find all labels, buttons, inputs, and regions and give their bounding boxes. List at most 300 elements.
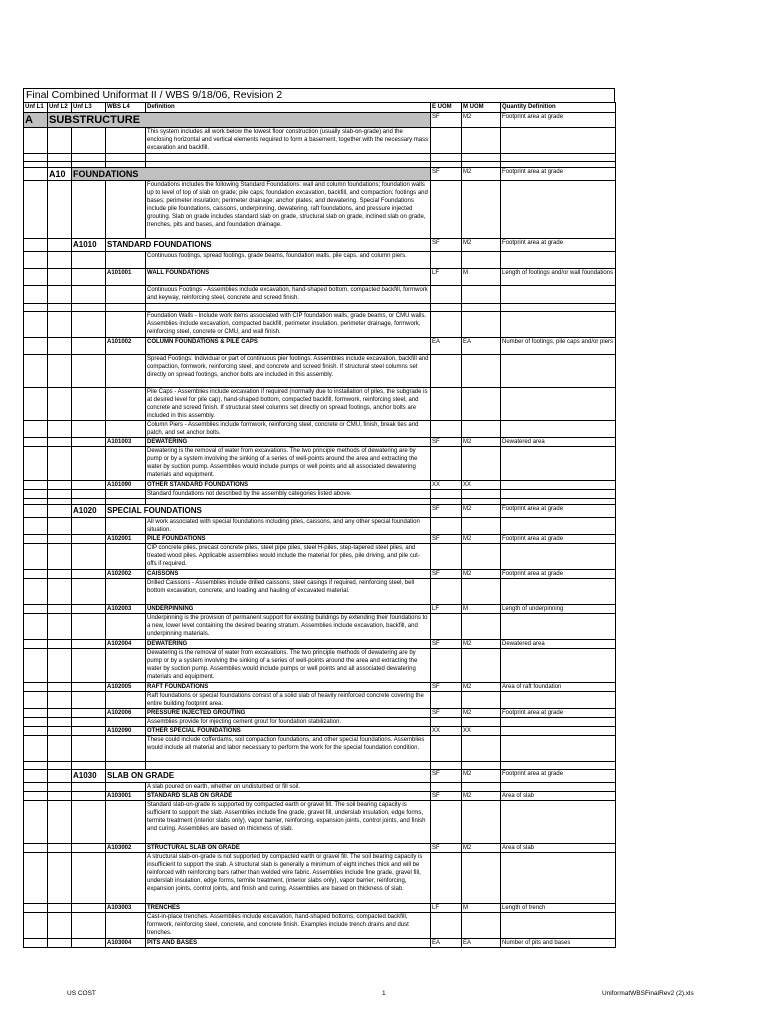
empty-cell: [48, 718, 72, 727]
wbs-l4-code: A102090: [106, 727, 146, 736]
empty-cell: [24, 304, 48, 312]
m-uom: XX: [462, 481, 501, 490]
quantity-definition: Area of slab: [501, 792, 616, 801]
empty-cell: [24, 252, 48, 269]
empty-cell: [24, 505, 48, 518]
m-uom: M: [462, 904, 501, 913]
empty-cell: [48, 518, 72, 535]
wbs-l4-row: [24, 683, 616, 692]
empty-cell: [501, 736, 616, 762]
blank-row: [24, 762, 616, 770]
m-uom: M2: [462, 535, 501, 544]
empty-cell: [24, 614, 48, 640]
empty-cell: [48, 438, 72, 447]
empty-cell: [501, 518, 616, 535]
wbs-l4-title: OTHER SPECIAL FOUNDATIONS: [146, 727, 431, 736]
empty-cell: [72, 727, 106, 736]
empty-cell: [106, 490, 146, 499]
empty-cell: [462, 692, 501, 709]
col-header: E UOM: [431, 103, 462, 113]
empty-cell: [501, 801, 616, 844]
definition-row: [24, 579, 616, 605]
level2-title: FOUNDATIONS: [72, 168, 431, 181]
empty-cell: [462, 421, 501, 438]
empty-cell: [431, 490, 462, 499]
empty-cell: [24, 312, 48, 338]
wbs-l4-row: [24, 338, 616, 355]
empty-cell: [106, 252, 146, 269]
m-uom: M2: [462, 844, 501, 853]
wbs-l4-code: A102003: [106, 605, 146, 614]
empty-cell: [72, 286, 106, 304]
empty-cell: [24, 154, 48, 162]
wbs-l4-row: [24, 605, 616, 614]
empty-cell: [48, 853, 72, 904]
empty-cell: [72, 518, 106, 535]
definition-text: Drilled Caissons - Assemblies include drilled caissons, steel casings if required, reinforcing steel, bell bottom excavation, concrete, and loading and hauling of excavated material.: [146, 579, 431, 605]
wbs-l4-code: A102006: [106, 709, 146, 718]
empty-cell: [72, 304, 106, 312]
empty-cell: [501, 783, 616, 792]
wbs-l4-code: A102005: [106, 683, 146, 692]
quantity-definition: Dewatered area: [501, 438, 616, 447]
col-header: Unf L1: [24, 103, 48, 113]
empty-cell: [106, 304, 146, 312]
empty-cell: [72, 904, 106, 913]
empty-cell: [462, 355, 501, 388]
definition-row: [24, 544, 616, 570]
m-uom: M2: [462, 438, 501, 447]
empty-cell: [462, 490, 501, 499]
wbs-l4-code: A102002: [106, 570, 146, 579]
m-uom: M2: [462, 113, 501, 128]
quantity-definition: Area of raft foundation: [501, 683, 616, 692]
wbs-l4-code: A103001: [106, 792, 146, 801]
wbs-l4-title: RAFT FOUNDATIONS: [146, 683, 431, 692]
empty-cell: [431, 128, 462, 154]
empty-cell: [24, 355, 48, 388]
definition-row: [24, 649, 616, 683]
empty-cell: [24, 709, 48, 718]
empty-cell: [72, 154, 106, 162]
col-header: M UOM: [462, 103, 501, 113]
definition-row: [24, 421, 616, 438]
empty-cell: [24, 438, 48, 447]
wbs-l4-code: A101002: [106, 338, 146, 355]
definition-row: [24, 355, 616, 388]
empty-cell: [72, 853, 106, 904]
empty-cell: [48, 683, 72, 692]
definition-text: [146, 762, 431, 770]
empty-cell: [48, 736, 72, 762]
empty-cell: [48, 154, 72, 162]
definition-text: Dewatering is the removal of water from excavations. The two principle methods of dewatering are by pump or by a system involving the sinking of a series of well-points around the area and extracting the water by suction pump. Assemblies would include pumps or well points and all associated dewatering materials and equipment.: [146, 649, 431, 683]
e-uom: SF: [431, 505, 462, 518]
empty-cell: [72, 421, 106, 438]
empty-cell: [72, 801, 106, 844]
e-uom: SF: [431, 239, 462, 252]
m-uom: M: [462, 605, 501, 614]
level3-title: SPECIAL FOUNDATIONS: [106, 505, 431, 518]
empty-cell: [24, 535, 48, 544]
wbs-l4-title: PILE FOUNDATIONS: [146, 535, 431, 544]
footer-left: US COST: [67, 990, 96, 997]
wbs-l4-row: [24, 709, 616, 718]
empty-cell: [72, 649, 106, 683]
definition-row: [24, 252, 616, 269]
m-uom: M2: [462, 168, 501, 181]
empty-cell: [48, 570, 72, 579]
empty-cell: [48, 614, 72, 640]
definition-row: [24, 801, 616, 844]
empty-cell: [24, 727, 48, 736]
empty-cell: [72, 640, 106, 649]
m-uom: M2: [462, 505, 501, 518]
definition-row: [24, 128, 616, 154]
empty-cell: [24, 286, 48, 304]
m-uom: M2: [462, 709, 501, 718]
empty-cell: [462, 783, 501, 792]
m-uom: M2: [462, 792, 501, 801]
empty-cell: [106, 128, 146, 154]
definition-text: Standard slab-on-grade is supported by compacted earth or gravel fill. The soil bearing capacity is sufficient to support the slab. Assemblies include fine grade, gravel fill, underslab insulation, edge forms, termite treatment (interior slabs only), vapor barrier, reinforcing, expansion joints, control joints, and finish and curing. Assemblies are based on thickness of slab.: [146, 801, 431, 844]
wbs-l4-code: A101001: [106, 269, 146, 286]
e-uom: LF: [431, 269, 462, 286]
empty-cell: [48, 252, 72, 269]
empty-cell: [72, 844, 106, 853]
empty-cell: [72, 783, 106, 792]
empty-cell: [72, 692, 106, 709]
definition-text: Foundations includes the following Standard Foundations: wall and column foundations; foundation walls up to level of top of slab on grade; pile caps; foundation excavation, backfill, and compaction; footings and bases; perimeter insulation; perimeter drainage; anchor plates; and dewatering. Special Foundations include pile foundations, caissons, underpinning, dewatering, raft foundations, and pressure injected grouting. Slab on grade includes standard slab on grade, structural slab on grade, inclined slab on grade, trenches, pits and bases, and foundation drainage.: [146, 181, 431, 239]
wbs-l4-row: [24, 792, 616, 801]
footer-filename: UniformatWBSFinalRev2 (2).xls: [602, 990, 694, 997]
empty-cell: [501, 355, 616, 388]
empty-cell: [501, 692, 616, 709]
col-header: WBS L4: [106, 103, 146, 113]
wbs-l4-code: A103003: [106, 904, 146, 913]
empty-cell: [24, 783, 48, 792]
wbs-l4-title: WALL FOUNDATIONS: [146, 269, 431, 286]
wbs-l4-title: DEWATERING: [146, 640, 431, 649]
empty-cell: [462, 128, 501, 154]
empty-cell: [462, 649, 501, 683]
definition-text: Raft foundations or special foundations consist of a solid slab of heavily reinforced concrete covering the entire building footprint area.: [146, 692, 431, 709]
empty-cell: [462, 304, 501, 312]
wbs-l4-title: COLUMN FOUNDATIONS & PILE CAPS: [146, 338, 431, 355]
empty-cell: [48, 286, 72, 304]
level2-row: [24, 168, 616, 181]
wbs-l4-title: DEWATERING: [146, 438, 431, 447]
empty-cell: [501, 762, 616, 770]
definition-row: [24, 913, 616, 939]
m-uom: M2: [462, 570, 501, 579]
wbs-l4-code: A101003: [106, 438, 146, 447]
empty-cell: [106, 286, 146, 304]
empty-cell: [24, 801, 48, 844]
empty-cell: [462, 518, 501, 535]
spreadsheet: [23, 88, 615, 948]
empty-cell: [48, 481, 72, 490]
quantity-definition: Footprint area at grade: [501, 505, 616, 518]
definition-text: Foundation Walls - Include work items associated with CIP foundation walls, grade beams, or CMU walls. Assemblies include excavation, compacted backfill, perimeter insulation, perimeter drainage, formwork, reinforcing steel, concrete or CMU, and wall finish.: [146, 312, 431, 338]
empty-cell: [72, 269, 106, 286]
empty-cell: [431, 388, 462, 421]
empty-cell: [106, 544, 146, 570]
m-uom: M: [462, 269, 501, 286]
empty-cell: [501, 447, 616, 481]
empty-cell: [462, 614, 501, 640]
definition-text: CIP concrete piles, precast concrete piles, steel pipe piles, steel H-piles, step-tapered steel piles, and treated wood piles. Applicable assemblies would include the material for piles, pile driving, and pile cut-offs if required.: [146, 544, 431, 570]
sheet-title: Final Combined Uniformat II / WBS 9/18/06, Revision 2: [23, 88, 615, 102]
definition-text: A slab poured on earth, whether on undisturbed or fill soil.: [146, 783, 431, 792]
empty-cell: [48, 904, 72, 913]
level3-title: SLAB ON GRADE: [106, 770, 431, 783]
definition-row: [24, 286, 616, 304]
col-header: Definition: [146, 103, 431, 113]
empty-cell: [24, 518, 48, 535]
e-uom: SF: [431, 844, 462, 853]
empty-cell: [462, 181, 501, 239]
empty-cell: [106, 355, 146, 388]
empty-cell: [501, 154, 616, 162]
empty-cell: [106, 783, 146, 792]
empty-cell: [106, 614, 146, 640]
quantity-definition: Footprint area at grade: [501, 570, 616, 579]
definition-text: Assemblies provide for injecting cement grout for foundation stabilization.: [146, 718, 431, 727]
empty-cell: [72, 355, 106, 388]
empty-cell: [431, 783, 462, 792]
empty-cell: [501, 286, 616, 304]
empty-cell: [24, 490, 48, 499]
empty-cell: [48, 770, 72, 783]
empty-cell: [24, 649, 48, 683]
empty-cell: [431, 614, 462, 640]
empty-cell: [106, 154, 146, 162]
empty-cell: [24, 544, 48, 570]
empty-cell: [431, 286, 462, 304]
empty-cell: [24, 683, 48, 692]
definition-row: [24, 736, 616, 762]
quantity-definition: [501, 727, 616, 736]
empty-cell: [462, 388, 501, 421]
quantity-definition: Footprint area at grade: [501, 113, 616, 128]
empty-cell: [48, 792, 72, 801]
quantity-definition: Length of underpinning: [501, 605, 616, 614]
definition-row: [24, 447, 616, 481]
empty-cell: [462, 736, 501, 762]
empty-cell: [48, 421, 72, 438]
empty-cell: [72, 481, 106, 490]
m-uom: M2: [462, 683, 501, 692]
page-number: 1: [382, 990, 386, 997]
empty-cell: [48, 128, 72, 154]
empty-cell: [501, 614, 616, 640]
wbs-l4-row: [24, 727, 616, 736]
empty-cell: [72, 762, 106, 770]
empty-cell: [72, 939, 106, 948]
level3-row: [24, 505, 616, 518]
empty-cell: [72, 709, 106, 718]
empty-cell: [48, 605, 72, 614]
empty-cell: [431, 718, 462, 727]
empty-cell: [72, 614, 106, 640]
empty-cell: [24, 844, 48, 853]
m-uom: M2: [462, 640, 501, 649]
blank-row: [24, 304, 616, 312]
empty-cell: [48, 709, 72, 718]
definition-text: Underpinning is the provision of permanent support for existing buildings by extending their foundations to a new, lower level containing the desired bearing stratum. Assemblies include excavation, backfill, and underpinning materials.: [146, 614, 431, 640]
empty-cell: [72, 535, 106, 544]
wbs-l4-code: A101090: [106, 481, 146, 490]
wbs-l4-title: PRESSURE INJECTED GROUTING: [146, 709, 431, 718]
empty-cell: [24, 128, 48, 154]
empty-cell: [48, 783, 72, 792]
empty-cell: [48, 579, 72, 605]
empty-cell: [462, 801, 501, 844]
empty-cell: [106, 388, 146, 421]
empty-cell: [72, 544, 106, 570]
quantity-definition: Area of slab: [501, 844, 616, 853]
empty-cell: [431, 252, 462, 269]
wbs-l4-row: [24, 481, 616, 490]
empty-cell: [106, 736, 146, 762]
m-uom: M2: [462, 770, 501, 783]
wbs-l4-row: [24, 904, 616, 913]
m-uom: XX: [462, 727, 501, 736]
definition-text: Standard foundations not described by the assembly categories listed above.: [146, 490, 431, 499]
empty-cell: [48, 181, 72, 239]
empty-cell: [106, 447, 146, 481]
empty-cell: [24, 269, 48, 286]
empty-cell: [48, 939, 72, 948]
empty-cell: [48, 505, 72, 518]
empty-cell: [106, 801, 146, 844]
wbs-l4-row: [24, 570, 616, 579]
empty-cell: [72, 252, 106, 269]
quantity-definition: Footprint area at grade: [501, 535, 616, 544]
e-uom: LF: [431, 904, 462, 913]
empty-cell: [431, 801, 462, 844]
e-uom: SF: [431, 640, 462, 649]
e-uom: SF: [431, 709, 462, 718]
empty-cell: [24, 792, 48, 801]
blank-row: [24, 154, 616, 162]
col-header: Unf L3: [72, 103, 106, 113]
empty-cell: [24, 904, 48, 913]
empty-cell: [462, 579, 501, 605]
e-uom: SF: [431, 683, 462, 692]
quantity-definition: Dewatered area: [501, 640, 616, 649]
empty-cell: [72, 570, 106, 579]
definition-row: [24, 518, 616, 535]
col-header: Unf L2: [48, 103, 72, 113]
empty-cell: [24, 939, 48, 948]
empty-cell: [72, 683, 106, 692]
level2-code: A10: [48, 168, 72, 181]
empty-cell: [106, 692, 146, 709]
empty-cell: [24, 640, 48, 649]
empty-cell: [462, 913, 501, 939]
quantity-definition: Length of trench: [501, 904, 616, 913]
header-row: [24, 103, 616, 113]
empty-cell: [72, 388, 106, 421]
empty-cell: [431, 421, 462, 438]
empty-cell: [501, 388, 616, 421]
empty-cell: [48, 544, 72, 570]
empty-cell: [106, 762, 146, 770]
empty-cell: [48, 801, 72, 844]
empty-cell: [72, 605, 106, 614]
empty-cell: [72, 312, 106, 338]
quantity-definition: Footprint area at grade: [501, 709, 616, 718]
empty-cell: [431, 913, 462, 939]
empty-cell: [48, 388, 72, 421]
empty-cell: [431, 304, 462, 312]
quantity-definition: Footprint area at grade: [501, 770, 616, 783]
definition-row: [24, 614, 616, 640]
quantity-definition: Footprint area at grade: [501, 239, 616, 252]
definition-text: A structural slab-on-grade is not supported by compacted earth or gravel fill. The soil bearing capacity is insufficient to support the slab. A structural slab is generally a minimum of eight inches thick and will be reinforced with reinforcing bars rather than welded wire fabric. Assemblies include fine grade, gravel fill, underslab insulation, edge forms, termite treatment, (interior slabs only), vapor barrier, reinforcing, expansion joints, control joints, and finish and curing. Assemblies are based on thickness of slab.: [146, 853, 431, 904]
level3-title: STANDARD FOUNDATIONS: [106, 239, 431, 252]
m-uom: EA: [462, 939, 501, 948]
empty-cell: [501, 304, 616, 312]
wbs-l4-title: PITS AND BASES: [146, 939, 431, 948]
e-uom: EA: [431, 338, 462, 355]
empty-cell: [106, 649, 146, 683]
empty-cell: [48, 640, 72, 649]
empty-cell: [106, 518, 146, 535]
empty-cell: [501, 718, 616, 727]
empty-cell: [24, 692, 48, 709]
empty-cell: [24, 481, 48, 490]
empty-cell: [501, 312, 616, 338]
empty-cell: [431, 154, 462, 162]
empty-cell: [106, 181, 146, 239]
empty-cell: [72, 792, 106, 801]
e-uom: SF: [431, 168, 462, 181]
e-uom: SF: [431, 792, 462, 801]
empty-cell: [501, 490, 616, 499]
empty-cell: [48, 649, 72, 683]
empty-cell: [24, 239, 48, 252]
empty-cell: [24, 605, 48, 614]
empty-cell: [48, 338, 72, 355]
wbs-l4-row: [24, 438, 616, 447]
e-uom: EA: [431, 939, 462, 948]
quantity-definition: Number of pits and bases: [501, 939, 616, 948]
empty-cell: [501, 649, 616, 683]
quantity-definition: Length of footings and/or wall foundations: [501, 269, 616, 286]
empty-cell: [24, 570, 48, 579]
wbs-l4-title: CAISSONS: [146, 570, 431, 579]
e-uom: SF: [431, 570, 462, 579]
e-uom: SF: [431, 438, 462, 447]
definition-text: These could include cofferdams, soil compaction foundations, and other special foundations. Assemblies would include all material and labor necessary to perform the work for the special foundation condition.: [146, 736, 431, 762]
empty-cell: [431, 544, 462, 570]
empty-cell: [106, 312, 146, 338]
definition-text: Continuous Footings - Assemblies include excavation, hand-shaped bottom, compacted backfill, formwork and keyway, reinforcing steel, concrete and screed finish.: [146, 286, 431, 304]
col-header: Quantity Definition: [501, 103, 616, 113]
definition-row: [24, 692, 616, 709]
empty-cell: [72, 128, 106, 154]
empty-cell: [431, 355, 462, 388]
level3-code: A1010: [72, 239, 106, 252]
level1-title: SUBSTRUCTURE: [48, 113, 431, 128]
empty-cell: [106, 913, 146, 939]
empty-cell: [24, 736, 48, 762]
wbs-l4-code: A103002: [106, 844, 146, 853]
definition-text: Continuous footings, spread footings, grade beams, foundation walls, pile caps, and column piers.: [146, 252, 431, 269]
